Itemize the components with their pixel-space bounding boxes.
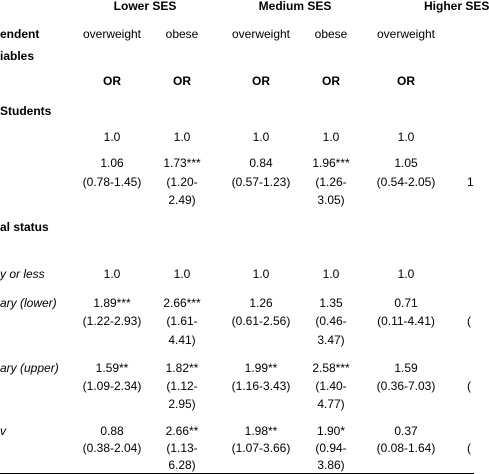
edu-3-or-5: 1.59	[394, 361, 418, 375]
edu-2-label: ary (lower)	[0, 296, 57, 310]
edu-4-or-3: 1.98**	[244, 424, 278, 438]
students-ref-5: 1.0	[397, 130, 415, 144]
students-ci-3: (0.57-1.23)	[231, 175, 291, 189]
edu-2-partial-right: (	[467, 314, 471, 328]
edu-4-or-5: 0.37	[394, 424, 418, 438]
edu-3-ci-4b: 4.77)	[317, 397, 345, 411]
students-or-3: 0.84	[249, 156, 273, 170]
students-ci-4a: (1.26-	[315, 175, 347, 189]
edu-3-ci-3: (1.16-3.43)	[231, 379, 291, 393]
edu-2-or-5: 0.71	[394, 296, 418, 310]
students-ci-5: (0.54-2.05)	[376, 175, 436, 189]
students-ci-2b: 2.49)	[168, 193, 196, 207]
students-ci-2a: (1.20-	[166, 175, 198, 189]
edu-4-ci-4b: 3.86)	[317, 458, 345, 472]
edu-4-ci-2b: 6.28)	[168, 458, 196, 472]
edu-4-or-1: 0.88	[100, 424, 124, 438]
edu-1-label: y or less	[0, 267, 45, 281]
students-ci-1: (0.78-1.45)	[82, 175, 142, 189]
edu-2-or-3: 1.26	[249, 296, 273, 310]
edu-3-ci-5: (0.36-7.03)	[376, 379, 436, 393]
students-ci-4b: 3.05)	[317, 193, 345, 207]
edu-4-ci-3: (1.07-3.66)	[231, 441, 291, 455]
edu-2-ci-3: (0.61-2.56)	[231, 314, 291, 328]
students-ref-4: 1.0	[322, 130, 340, 144]
students-ref-2: 1.0	[173, 130, 191, 144]
edu-4-label: v	[0, 424, 6, 438]
students-or-2: 1.73***	[163, 156, 201, 170]
section-label-students: Students	[0, 104, 52, 118]
group-header-higher-ses: Higher SES	[424, 0, 489, 13]
edu-2-ci-2b: 4.41)	[168, 333, 196, 347]
edu-4-ci-2a: (1.13-	[166, 441, 198, 455]
edu-3-ci-2a: (1.12-	[166, 379, 198, 393]
students-or-1: 1.06	[100, 156, 124, 170]
col-label-lower-overweight: overweight	[82, 27, 142, 41]
or-header-1: OR	[103, 74, 121, 88]
edu-3-ci-4a: (1.40-	[315, 379, 347, 393]
dependent-variables-label-line1: endent	[0, 27, 40, 41]
dependent-variables-label-line2: iables	[0, 49, 35, 63]
edu-2-ci-4a: (0.46-	[315, 314, 347, 328]
edu-2-or-1: 1.89***	[93, 296, 131, 310]
col-label-medium-overweight: overweight	[231, 27, 291, 41]
group-header-medium-ses: Medium SES	[258, 0, 332, 13]
col-label-lower-obese: obese	[165, 27, 199, 41]
col-label-higher-overweight: overweight	[376, 27, 436, 41]
students-ref-3: 1.0	[252, 130, 270, 144]
edu-1-val-3: 1.0	[252, 267, 270, 281]
edu-4-ci-1: (0.38-2.04)	[82, 441, 142, 455]
students-ref-1: 1.0	[103, 130, 121, 144]
edu-3-or-4: 2.58***	[312, 361, 350, 375]
edu-4-or-2: 2.66**	[165, 424, 199, 438]
edu-1-val-2: 1.0	[173, 267, 191, 281]
edu-3-or-3: 1.99**	[244, 361, 278, 375]
edu-2-ci-5: (0.11-4.41)	[377, 314, 435, 328]
edu-2-or-4: 1.35	[319, 296, 343, 310]
edu-3-ci-1: (1.09-2.34)	[82, 379, 142, 393]
edu-2-ci-1: (1.22-2.93)	[82, 314, 142, 328]
students-partial-right: 1	[467, 175, 474, 189]
edu-2-ci-4b: 3.47)	[317, 333, 345, 347]
students-or-4: 1.96***	[312, 156, 350, 170]
edu-1-val-4: 1.0	[322, 267, 340, 281]
or-header-3: OR	[252, 74, 270, 88]
edu-4-or-4: 1.90*	[316, 424, 346, 438]
or-header-4: OR	[322, 74, 340, 88]
or-header-2: OR	[173, 74, 191, 88]
edu-3-label: ary (upper)	[0, 361, 59, 375]
edu-3-ci-2b: 2.95)	[168, 397, 196, 411]
section-label-educational-status: al status	[0, 220, 49, 234]
edu-2-or-2: 2.66***	[163, 296, 201, 310]
edu-1-val-1: 1.0	[103, 267, 121, 281]
edu-3-or-2: 1.82**	[165, 361, 199, 375]
edu-4-ci-5: (0.08-1.64)	[376, 441, 436, 455]
group-header-lower-ses: Lower SES	[113, 0, 177, 13]
edu-4-ci-4a: (0.94-	[315, 441, 347, 455]
students-or-5: 1.05	[394, 156, 418, 170]
edu-4-partial-right: (	[467, 441, 471, 455]
edu-2-ci-2a: (1.61-	[166, 314, 198, 328]
edu-3-or-1: 1.59**	[95, 361, 129, 375]
edu-1-val-5: 1.0	[397, 267, 415, 281]
or-header-5: OR	[397, 74, 415, 88]
edu-3-partial-right: (	[467, 379, 471, 393]
col-label-medium-obese: obese	[314, 27, 348, 41]
